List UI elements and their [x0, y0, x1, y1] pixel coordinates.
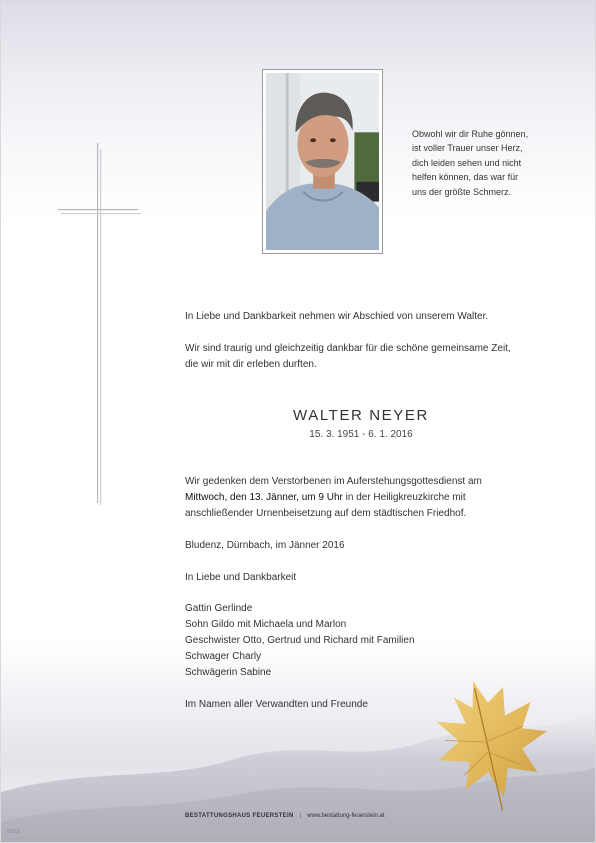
cross-symbol [51, 141, 151, 511]
poem [412, 127, 582, 199]
portrait-photo [266, 73, 379, 250]
funeral-home-footer [185, 813, 385, 819]
poem-line: uns der größte Schmerz. [412, 186, 512, 197]
footer-separator: | [299, 813, 302, 819]
gratitude-line-2: die wir mit dir erleben durften. [185, 359, 317, 370]
funeral-home-website: www.bestattung-feuerstein.at [307, 813, 385, 819]
poem-line: dich leiden sehen und nicht [412, 157, 522, 168]
relatives-line: Im Namen aller Verwandten und Freunde [185, 699, 368, 710]
mourner-item: Geschwister Otto, Gertrud und Richard mit Familien [185, 635, 415, 646]
service-line-2 [185, 490, 466, 506]
service-line-3: anschließender Urnenbeisetzung auf dem städtischen Friedhof. [185, 508, 467, 519]
closing-line: In Liebe und Dankbarkeit [185, 572, 297, 583]
funeral-home-name: BESTATTUNGSHAUS FEUERSTEIN [185, 813, 294, 819]
service-date-time: Mittwoch, den 13. Jänner, um 9 Uhr [185, 492, 343, 503]
service-line-1: Wir gedenken dem Verstorbenen im Auferstehungsgottesdienst am [185, 476, 482, 487]
portrait-photo-frame [262, 69, 383, 254]
poem-line: ist voller Trauer unser Herz, [412, 143, 523, 154]
gratitude-line-1: Wir sind traurig und gleichzeitig dankbar für die schöne gemeinsame Zeit, [185, 343, 511, 354]
mourner-item: Schwager Charly [185, 651, 262, 662]
life-dates: 15. 3. 1951 - 6. 1. 2016 [309, 429, 413, 440]
mourner-item: Sohn Gildo mit Michaela und Marlon [185, 619, 347, 630]
mourner-item: Gattin Gerlinde [185, 603, 253, 614]
deceased-name: WALTER NEYER [293, 407, 429, 424]
poem-line: helfen können, das war für [412, 172, 519, 183]
poem-line: Obwohl wir dir Ruhe gönnen, [412, 129, 529, 139]
mourner-item: Schwägerin Sabine [185, 667, 272, 678]
service-location: in der Heiligkreuzkirche mit [342, 492, 466, 503]
print-code: 03/15 [7, 829, 20, 835]
farewell-line: In Liebe und Dankbarkeit nehmen wir Abschied von unserem Walter. [185, 311, 489, 322]
place-date: Bludenz, Dürnbach, im Jänner 2016 [185, 540, 345, 551]
